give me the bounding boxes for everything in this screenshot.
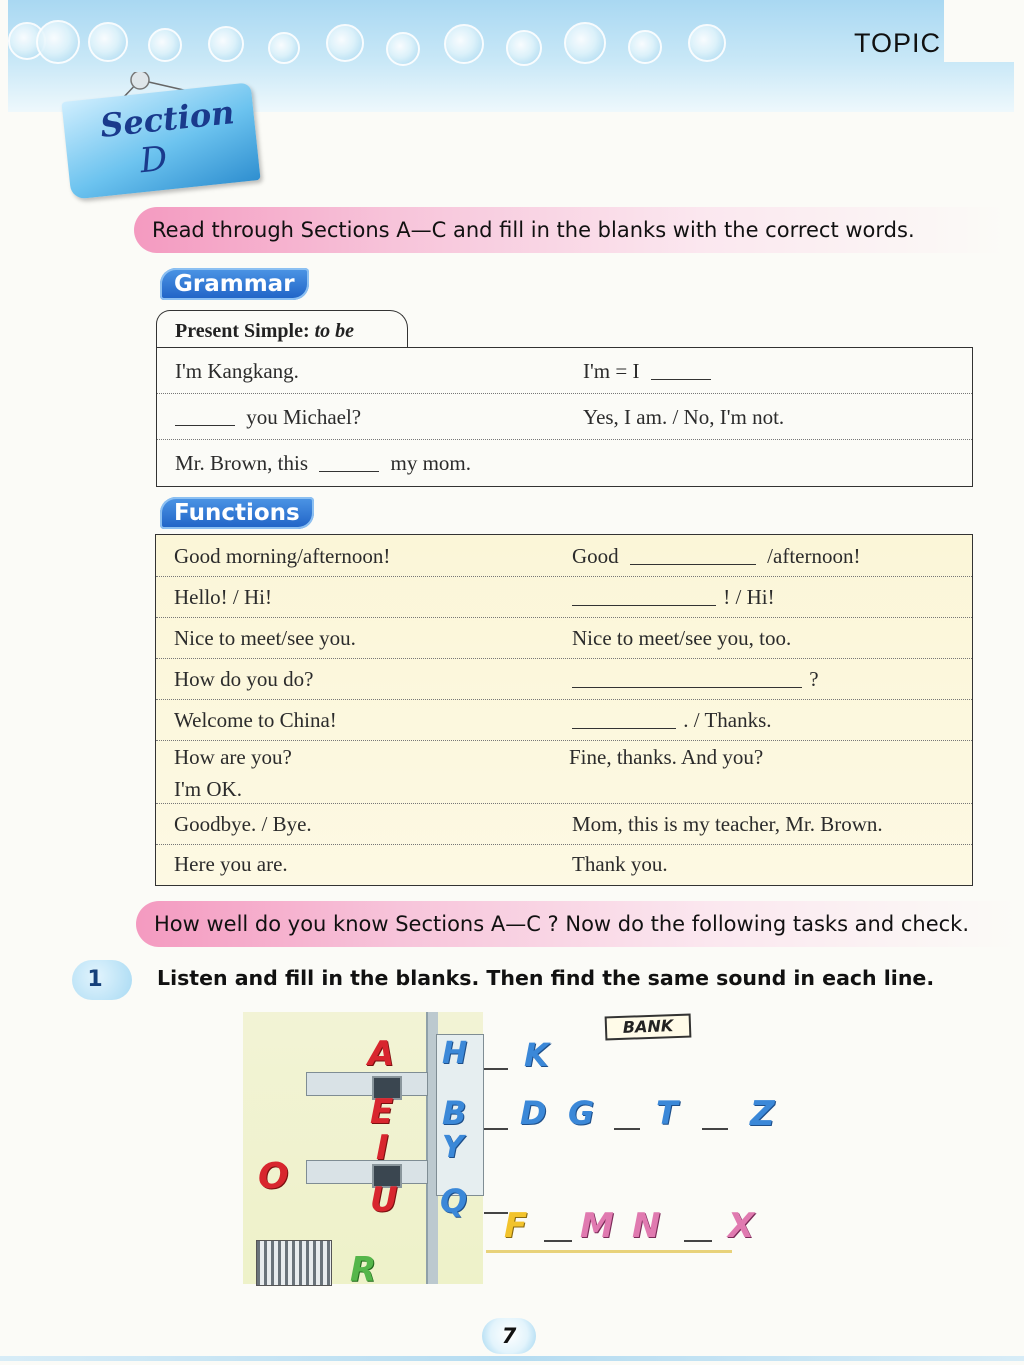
table-row <box>156 618 972 659</box>
bubble-icon <box>326 24 364 62</box>
letter-r: R <box>350 1250 377 1290</box>
letter-g: G <box>568 1094 595 1132</box>
letter-f: F <box>504 1206 528 1246</box>
grammar-row3-left-post: my mom. <box>390 451 472 475</box>
func-row4-right-post: ? <box>809 667 819 691</box>
section-letter: D <box>137 138 170 182</box>
pin-icon <box>131 72 149 89</box>
grammar-row3-left <box>175 440 471 486</box>
grammar-tag: Grammar <box>160 268 309 300</box>
blank-field[interactable] <box>319 453 379 472</box>
blank-line <box>484 1128 508 1130</box>
letter-x: X <box>728 1206 755 1246</box>
blank-line <box>614 1128 640 1130</box>
func-row8-left: Here you are. <box>174 852 288 876</box>
func-row3-left: Nice to meet/see you. <box>174 626 356 650</box>
grammar-tab <box>156 310 408 348</box>
letter-h: H <box>442 1036 468 1071</box>
letter-z: Z <box>750 1094 775 1134</box>
page-number: 7 <box>482 1318 536 1354</box>
bubble-icon <box>444 24 484 64</box>
func-row6-right: Fine, thanks. And you? <box>569 745 764 769</box>
func-row7-right: Mom, this is my teacher, Mr. Brown. <box>572 812 883 836</box>
blank-field[interactable] <box>572 710 676 729</box>
bubble-icon <box>208 26 244 62</box>
functions-tag: Functions <box>160 497 314 529</box>
func-row4-left: How do you do? <box>174 667 314 691</box>
blank-line <box>684 1240 712 1242</box>
functions-table <box>155 534 973 886</box>
letter-a: A <box>368 1034 395 1074</box>
letter-d: D <box>520 1094 547 1132</box>
func-row1-right-pre: Good <box>572 544 619 568</box>
letter-k: K <box>524 1036 549 1074</box>
bubble-icon <box>628 30 662 64</box>
grammar-row2-left <box>175 394 361 440</box>
func-row1-right <box>572 535 860 577</box>
table-row <box>156 741 972 804</box>
table-row <box>156 535 972 577</box>
table-row <box>156 659 972 700</box>
review-instruction: Read through Sections A—C and fill in the blanks with the correct words. <box>134 207 1004 253</box>
func-row8-right: Thank you. <box>572 852 668 876</box>
bank-sign: BANK <box>605 1014 692 1041</box>
check-instruction: How well do you know Sections A—C ? Now do the following tasks and check. <box>136 901 1016 947</box>
table-row <box>156 700 972 741</box>
bubble-icon <box>688 24 726 62</box>
blank-line <box>484 1068 508 1070</box>
blank-field[interactable] <box>175 407 235 426</box>
bubble-icon <box>268 32 300 64</box>
letter-q: Q <box>440 1182 468 1220</box>
header-corner <box>944 0 1014 62</box>
task-instruction: Listen and fill in the blanks. Then find the same sound in each line. <box>157 966 935 990</box>
func-row7-left: Goodbye. / Bye. <box>174 812 312 836</box>
letter-u: U <box>370 1180 398 1220</box>
table-row <box>156 577 972 618</box>
func-row5-left: Welcome to China! <box>174 708 337 732</box>
cabinet <box>256 1240 332 1286</box>
letter-i: I <box>376 1128 389 1168</box>
section-word: Section <box>98 93 237 145</box>
grammar-table <box>156 347 973 487</box>
bubble-icon <box>386 32 420 66</box>
bubble-icon <box>506 30 542 66</box>
grammar-row1-left: I'm Kangkang. <box>175 359 299 383</box>
grammar-row2-right: Yes, I am. / No, I'm not. <box>583 405 785 429</box>
func-row1-right-post: /afternoon! <box>767 544 861 568</box>
bubble-icon <box>36 20 80 64</box>
func-row4-right <box>572 659 819 700</box>
blank-line <box>702 1128 728 1130</box>
desk-shelf <box>306 1072 428 1096</box>
ground-line <box>486 1250 732 1253</box>
grammar-row3-left-pre: Mr. Brown, this <box>175 451 309 475</box>
table-row <box>157 348 972 394</box>
blank-line <box>544 1240 572 1242</box>
func-row6-left: How are you? <box>174 745 292 769</box>
desk-shelf <box>306 1160 428 1184</box>
topic-label: TOPIC <box>854 28 942 58</box>
blank-field[interactable] <box>651 361 711 380</box>
bubble-icon <box>88 22 128 62</box>
func-row2-right <box>572 577 775 618</box>
letter-o: O <box>258 1156 289 1197</box>
table-row <box>156 845 972 884</box>
grammar-row2-left-text: you Michael? <box>246 405 362 429</box>
func-row5-right <box>572 700 772 741</box>
func-row5-right-post: . / Thanks. <box>683 708 772 732</box>
grammar-tab-italic: to be <box>314 320 355 342</box>
bubble-icon <box>148 28 182 62</box>
grammar-tab-label: Present Simple: <box>175 320 315 342</box>
blank-field[interactable] <box>572 587 716 606</box>
footer-line <box>0 1356 1024 1361</box>
grammar-row1-right-text: I'm = I <box>583 359 640 383</box>
blank-field[interactable] <box>572 669 802 688</box>
table-row <box>157 394 972 440</box>
letter-t: T <box>656 1094 678 1132</box>
func-row2-right-post: ! / Hi! <box>723 585 775 609</box>
letter-n: N <box>632 1206 661 1246</box>
func-row2-left: Hello! / Hi! <box>174 585 272 609</box>
bubble-decoration <box>8 18 768 78</box>
func-row3-right: Nice to meet/see you, too. <box>572 626 792 650</box>
task-number: 1 <box>72 960 132 1000</box>
table-row <box>156 804 972 845</box>
grammar-row1-right <box>583 348 711 394</box>
bubble-icon <box>564 22 606 64</box>
table-row <box>157 440 972 486</box>
func-row1-left: Good morning/afternoon! <box>174 544 391 568</box>
letter-b: B <box>442 1094 467 1132</box>
letter-m: M <box>580 1206 614 1246</box>
func-row6-left2: I'm OK. <box>174 777 242 801</box>
letter-y: Y <box>442 1130 464 1165</box>
letter-e: E <box>370 1092 394 1132</box>
blank-field[interactable] <box>630 546 756 565</box>
